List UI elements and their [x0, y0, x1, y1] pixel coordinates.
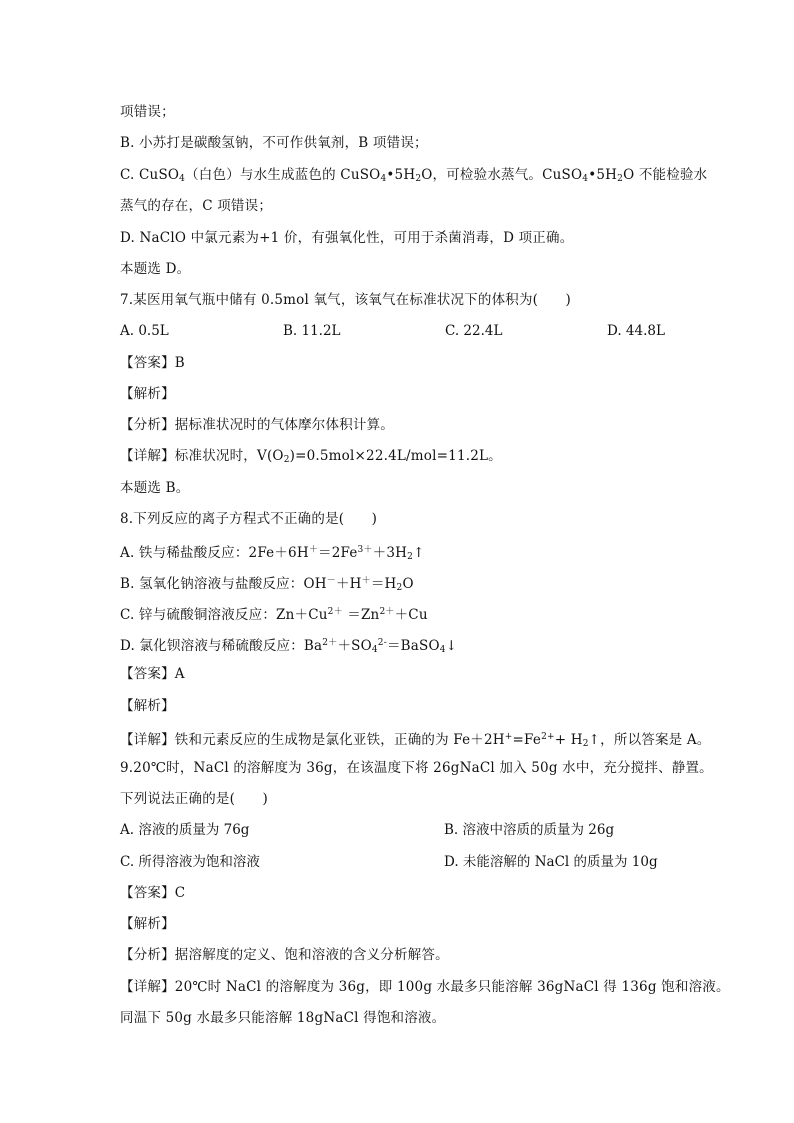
- text-line: 【分析】据溶解度的定义、饱和溶液的含义分析解答。: [120, 947, 449, 963]
- option-c: C. 所得溶液为饱和溶液: [120, 854, 260, 870]
- question-8: 8.下列反应的离子方程式不正确的是( ): [120, 511, 378, 527]
- text-line: 本题选 B。: [120, 480, 190, 496]
- option-a: A. 铁与稀盐酸反应：$2Fe+6H^+=2Fe^{3+}+3H_2↑$: [120, 545, 425, 562]
- option-b: B. 11.2L: [283, 323, 341, 339]
- text-line: 蒸气的存在，C 项错误；: [120, 198, 273, 214]
- text-line: B. 小苏打是碳酸氢钠，不可作供氧剂，B 项错误；: [120, 135, 428, 151]
- question-7: 7.某医用氧气瓶中储有 0.5mol 氧气，该氧气在标准状况下的体积为( ): [120, 292, 572, 308]
- answer-line: 【答案】A: [120, 666, 185, 682]
- text-line: 本题选 D。: [120, 261, 191, 277]
- text-line: 【详解】铁和元素反应的生成物是氯化亚铁，正确的为 $Fe+2H^+=Fe^{2+}+$ $H_2↑$，所以答案是 A。: [120, 732, 711, 749]
- answer-line: 【答案】C: [120, 885, 186, 901]
- text-line: D. NaClO 中氯元素为+1 价，有强氧化性，可用于杀菌消毒，D 项正确。: [120, 230, 574, 246]
- option-c: C. 锌与硫酸铜溶液反应：$Zn+Cu^{2+} =Zn^{2+}+Cu$: [120, 607, 428, 623]
- text-line: 同温下 50g 水最多只能溶解 18gNaCl 得饱和溶液。: [120, 1010, 446, 1026]
- option-d: D. 44.8L: [607, 323, 665, 339]
- text-line: 【详解】20℃时 NaCl 的溶解度为 36g，即 100g 水最多只能溶解 36gNaCl 得 136g 饱和溶液。: [120, 979, 730, 995]
- question-9: 9.20℃时，NaCl 的溶解度为 36g，在该温度下将 26gNaCl 加入 50g 水中，充分搅拌、静置。: [120, 760, 713, 776]
- option-d: D. 氯化钡溶液与稀硫酸反应：$Ba^{2+}+SO_4^{2-}=BaSO_4↓$: [120, 638, 458, 655]
- option-c: C. 22.4L: [445, 323, 503, 339]
- analysis-heading: 【解析】: [120, 386, 175, 402]
- option-b: B. 氢氧化钠溶液与盐酸反应：$OH^-+H^+=H_2O$: [120, 576, 414, 593]
- text-line: 【详解】标准状况时，$V(O_2)=0.5mol\times 22.4L/mol=11.2L$。: [120, 448, 502, 465]
- answer-line: 【答案】B: [120, 355, 185, 371]
- text-line: 项错误；: [120, 104, 175, 120]
- option-a: A. 溶液的质量为 76g: [120, 822, 250, 838]
- option-b: B. 溶液中溶质的质量为 26g: [444, 822, 615, 838]
- analysis-heading: 【解析】: [120, 698, 175, 714]
- text-line: 【分析】据标准状况时的气体摩尔体积计算。: [120, 417, 394, 433]
- option-a: A. 0.5L: [120, 323, 169, 339]
- option-d: D. 未能溶解的 NaCl 的质量为 10g: [444, 854, 658, 870]
- text-line: C. CuSO$_4$（白色）与水生成蓝色的 $CuSO_4•5H_2O$，可检验水蒸气。$CuSO_4•5H_2O$ 不能检验水: [120, 167, 708, 184]
- text-line: 下列说法正确的是( ): [120, 791, 268, 807]
- analysis-heading: 【解析】: [120, 916, 175, 932]
